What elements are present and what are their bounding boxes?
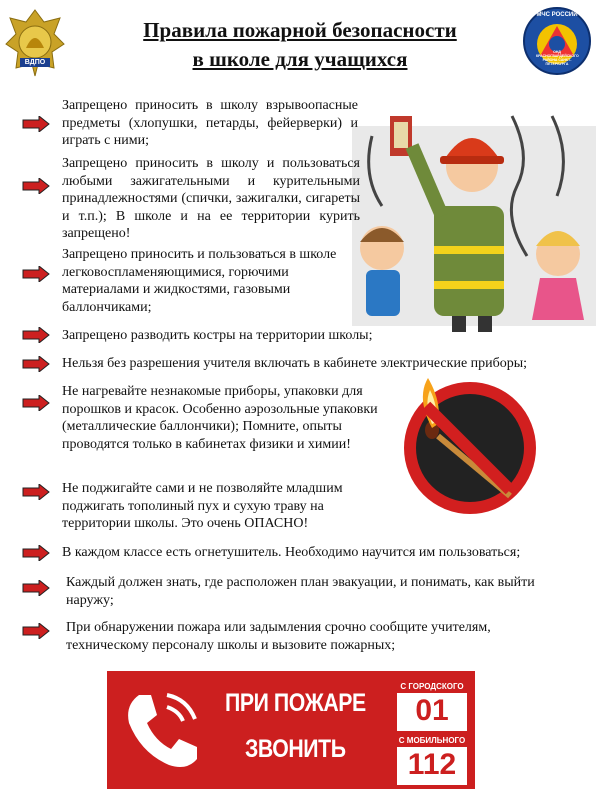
- mchs-logo-title: МЧС РОССИИ: [536, 12, 578, 18]
- landline-number: 01: [415, 694, 449, 727]
- arrow-right-icon: [22, 116, 50, 132]
- rule-item-6: Не нагревайте незнакомые приборы, упаковки для порошков и красок. Особенно аэрозольные упаковки (металлические баллончики); Помните, опыты проводятся только в кабинетах физики и химии!: [62, 384, 378, 452]
- firefighter-illustration: [352, 96, 596, 334]
- arrow-right-icon: [22, 484, 50, 500]
- rule-item-9: Каждый должен знать, где расположен план эвакуации, и понимать, как выйти наружу;: [66, 575, 535, 608]
- arrow-right-icon: [22, 327, 50, 343]
- arrow-right-icon: [22, 356, 50, 372]
- rule-item-4: Запрещено разводить костры на территории школы;: [62, 328, 373, 343]
- arrow-right-icon: [22, 545, 50, 561]
- arrow-right-icon: [22, 178, 50, 194]
- mobile-number: 112: [407, 748, 457, 781]
- arrow-right-icon: [22, 395, 50, 411]
- rule-item-5: Нельзя без разрешения учителя включать в кабинете электрические приборы;: [62, 356, 528, 371]
- rule-item-2: Запрещено приносить в школу и пользоваться любыми зажигательными и курительными принадлежностями (спички, зажигалки, сигареты и т.п.); В школе и на ее территории курить запрещено!: [62, 156, 360, 241]
- emergency-line-2: ЗВОНИТЬ: [245, 735, 346, 763]
- rule-item-7: Не поджигайте сами и не позволяйте младшим поджигать тополиный пух и сухую траву на территории школы. Это очень ОПАСНО!: [62, 481, 343, 531]
- rule-item-10: При обнаружении пожара или задымления срочно сообщите учителям, техническому персоналу школы и вызовите пожарных;: [66, 620, 491, 653]
- rule-item-1: Запрещено приносить в школу взрывоопасные предметы (хлопушки, петарды, фейерверки) и играть с ними;: [62, 98, 358, 148]
- mobile-label: С МОБИЛЬНОГО: [398, 736, 466, 745]
- rule-item-3: Запрещено приносить и пользоваться в школе легковоспламеняющимися, горючими материалами и жидкостями, газовыми баллончиками;: [62, 247, 337, 315]
- mobile-number-box: [395, 733, 469, 787]
- arrow-right-icon: [22, 266, 50, 282]
- no-matches-sign: [398, 378, 538, 518]
- mchs-logo-caption: ОНД КРАСНОГВАРДЕЙСКОГО РАЙОНА САНКТ-ПЕТЕРБУРГА: [536, 50, 579, 66]
- page-title: [80, 16, 520, 74]
- mchs-logo: [522, 6, 592, 76]
- title-line-1: Правила пожарной безопасности: [143, 18, 457, 42]
- vdpo-logo: [4, 8, 66, 78]
- landline-number-box: [395, 679, 469, 733]
- vdpo-logo-text: ВДПО: [24, 59, 46, 66]
- arrow-right-icon: [22, 623, 50, 639]
- title-line-2: в школе для учащихся: [192, 47, 408, 71]
- emergency-banner: [107, 671, 475, 789]
- arrow-right-icon: [22, 580, 50, 596]
- landline-label: С ГОРОДСКОГО: [397, 681, 467, 693]
- phone-icon: [117, 685, 207, 775]
- rule-item-8: В каждом классе есть огнетушитель. Необходимо научится им пользоваться;: [62, 545, 521, 560]
- emergency-line-1: ПРИ ПОЖАРЕ: [225, 689, 366, 717]
